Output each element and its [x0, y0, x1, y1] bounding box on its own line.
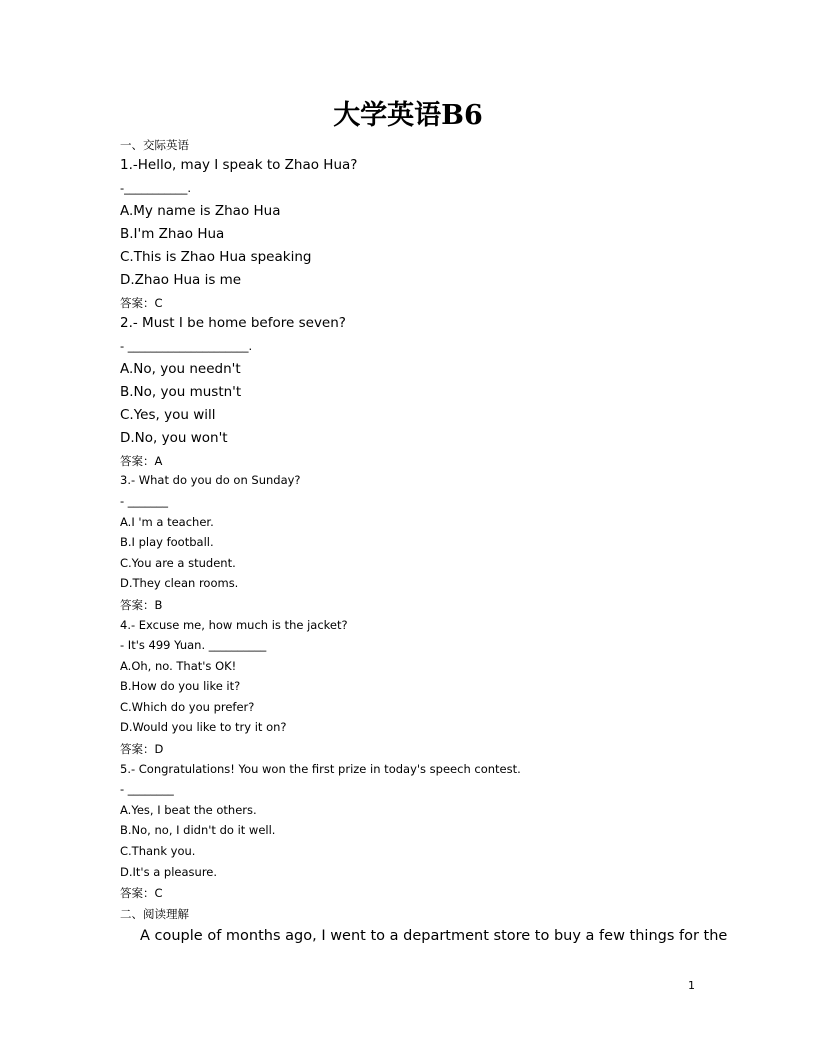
section-heading-reading: 二、阅读理解: [120, 907, 189, 921]
question-2-option-b: B.No, you mustn't: [120, 384, 242, 400]
question-5-option-b: B.No, no, I didn't do it well.: [120, 823, 276, 837]
question-2-answer: 答案：A: [120, 454, 163, 468]
question-1-option-b: B.I'm Zhao Hua: [120, 226, 225, 242]
question-4-option-c: C.Which do you prefer?: [120, 700, 255, 714]
question-4-option-d: D.Would you like to try it on?: [120, 720, 287, 734]
question-3-answer: 答案：B: [120, 598, 163, 612]
question-5-option-c: C.Thank you.: [120, 844, 196, 858]
question-2-stem: 2.- Must I be home before seven?: [120, 315, 346, 331]
question-2-blank: - _____________________.: [120, 339, 253, 353]
question-3-blank: - _______: [120, 494, 169, 508]
question-5-option-d: D.It's a pleasure.: [120, 865, 218, 879]
question-5-stem: 5.- Congratulations! You won the first prize in today's speech contest.: [120, 762, 521, 776]
question-3-option-a: A.I 'm a teacher.: [120, 515, 214, 529]
question-2-option-d: D.No, you won't: [120, 430, 228, 446]
question-3-option-b: B.I play football.: [120, 535, 214, 549]
question-3-option-c: C.You are a student.: [120, 556, 236, 570]
question-2-option-a: A.No, you needn't: [120, 361, 241, 377]
question-3-stem: 3.- What do you do on Sunday?: [120, 473, 301, 487]
question-4-option-a: A.Oh, no. That's OK!: [120, 659, 237, 673]
question-1-blank: -___________.: [120, 181, 192, 195]
question-4-stem: 4.- Excuse me, how much is the jacket?: [120, 618, 348, 632]
question-5-option-a: A.Yes, I beat the others.: [120, 803, 257, 817]
question-4-option-b: B.How do you like it?: [120, 679, 241, 693]
question-2-option-c: C.Yes, you will: [120, 407, 216, 423]
question-3-option-d: D.They clean rooms.: [120, 576, 239, 590]
question-4-blank: - It's 499 Yuan. __________: [120, 638, 267, 652]
question-1-option-d: D.Zhao Hua is me: [120, 272, 242, 288]
question-1-stem: 1.-Hello, may I speak to Zhao Hua?: [120, 157, 358, 173]
question-1-answer: 答案：C: [120, 296, 163, 310]
page-number: 1: [688, 979, 695, 992]
section-heading-communication: 一、交际英语: [120, 138, 189, 152]
question-5-blank: - ________: [120, 782, 174, 796]
reading-passage-first-line: A couple of months ago, I went to a department store to buy a few things for the: [140, 928, 728, 944]
document-title: 大学英语B6: [333, 100, 483, 131]
question-1-option-c: C.This is Zhao Hua speaking: [120, 249, 312, 265]
question-5-answer: 答案：C: [120, 886, 163, 900]
question-1-option-a: A.My name is Zhao Hua: [120, 203, 281, 219]
question-4-answer: 答案：D: [120, 742, 164, 756]
